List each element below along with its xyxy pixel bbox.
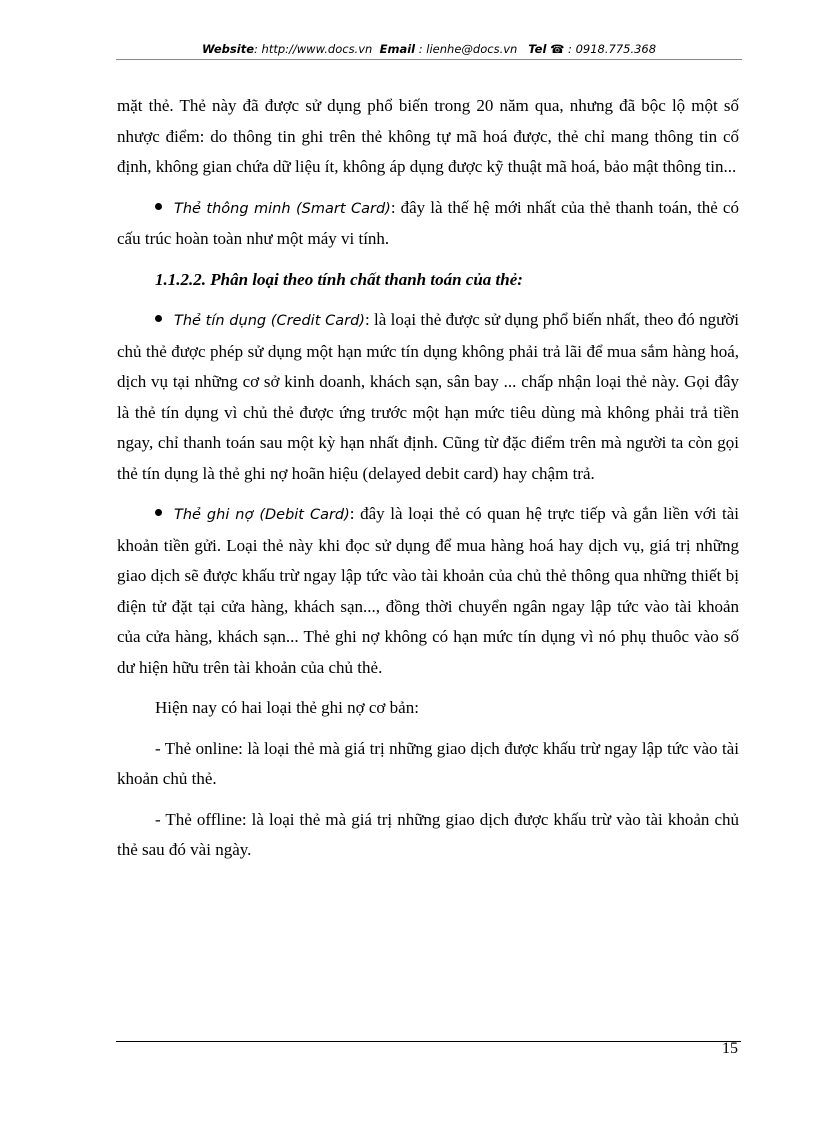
paragraph-debit-types: Hiện nay có hai loại thẻ ghi nợ cơ bản: [155,698,419,717]
footer-divider [116,1041,741,1042]
page-header [116,42,742,56]
paragraph-magnetic-card: mặt thẻ. Thẻ này đã được sử dụng phổ biến trong 20 năm qua, nhưng đã bộc lộ một số nhược điểm: do thông tin ghi trên thẻ không tự mã hoá được, thẻ chỉ mang thông tin cố định, không gian chứa dữ liệu ít, không áp dụng được kỹ thuật mã hoá, bảo mật thông tin... [117,96,739,176]
email-value: : lienhe@docs.vn [418,42,518,56]
bullet-icon [155,203,162,210]
phone-icon: ☎ [550,42,565,56]
bullet-icon [155,315,162,322]
bullet-icon [155,509,162,516]
paragraph-online-card: - Thẻ online: là loại thẻ mà giá trị những giao dịch được khấu trừ ngay lập tức vào tài khoản chủ thẻ. [117,738,739,788]
header-divider [116,59,742,60]
website-value: : http://www.docs.vn [254,42,373,56]
page-number: 15 [722,1040,738,1057]
bullet-smart-card [117,193,739,255]
email-label: Email [379,42,416,56]
debit-card-text: : đây là loại thẻ có quan hệ trực tiếp và gắn liền với tài khoản tiền gửi. Loại thẻ này khi đọc sử dụng để mua hàng hoá hay dịch vụ, giá trị những giao dịch sẽ được khấu trừ ngay lập tức vào tài khoản của chủ thẻ thông qua những thiết bị điện tử đặt tại cửa hàng, khách sạn..., đồng thời chuyển ngân ngay lập tức vào tài khoản của cửa hàng, khách sạn... Thẻ ghi nợ không có hạn mức tín dụng vì nó phụ thuôc vào số dư hiện hữu trên tài khoản của chủ thẻ. [117,504,739,677]
debit-card-term: Thẻ ghi nợ (Debit Card) [174,507,350,523]
credit-card-term: Thẻ tín dụng (Credit Card) [174,313,365,329]
smart-card-text: : đây là thế hệ mới nhất của thẻ thanh toán, thẻ có cấu trúc hoàn toàn như một máy vi tính. [117,197,739,248]
tel-value: : 0918.775.368 [568,42,657,56]
section-heading: 1.1.2.2. Phân loại theo tính chất thanh toán của thẻ: [155,269,523,289]
smart-card-term: Thẻ thông minh (Smart Card) [174,200,391,217]
tel-label: Tel [528,42,547,56]
bullet-debit-card [117,499,739,683]
website-label: Website [201,42,255,56]
bullet-credit-card [117,305,739,489]
paragraph-offline-card: - Thẻ offline: là loại thẻ mà giá trị những giao dịch được khấu trừ vào tài khoản chủ thẻ sau đó vài ngày. [117,809,739,859]
document-body [117,91,739,876]
credit-card-text: : là loại thẻ được sử dụng phổ biến nhất, theo đó người chủ thẻ được phép sử dụng một hạn mức tín dụng không phải trả lãi để mua sắm hàng hoá, dịch vụ tại những cơ sở kinh doanh, khách sạn, sân bay ... chấp nhận loại thẻ này. Gọi đây là thẻ tín dụng vì chủ thẻ được ứng trước một hạn mức tiêu dùng mà không phải trả tiền ngay, chỉ thanh toán sau một kỳ hạn nhất định. Cũng từ đặc điểm trên mà người ta còn gọi thẻ tín dụng là thẻ ghi nợ hoãn hiệu (delayed debit card) hay chậm trả. [117,310,739,483]
